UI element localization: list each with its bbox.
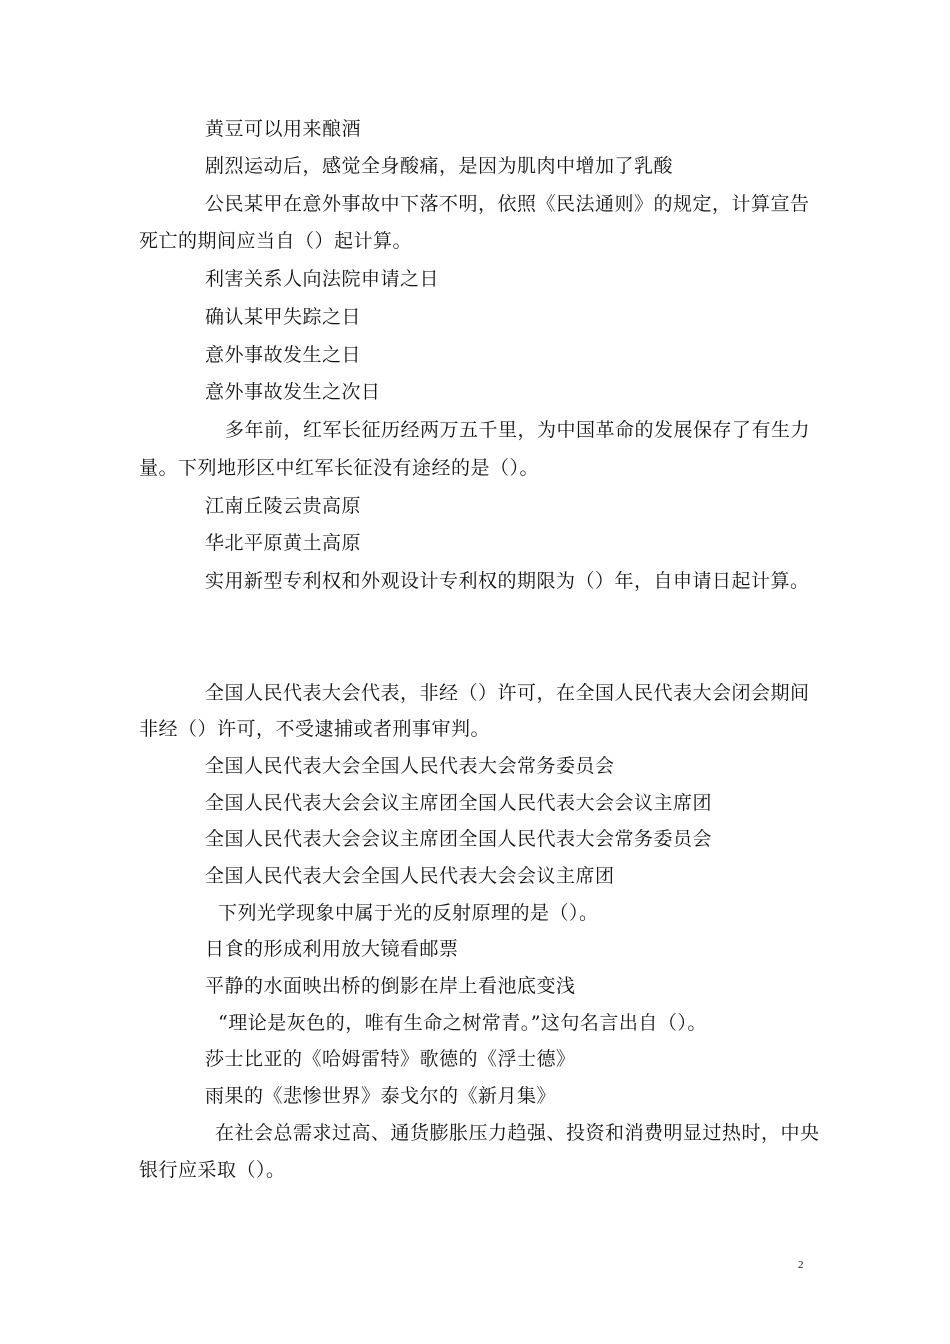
text-line: 江南丘陵云贵高原 (205, 495, 362, 517)
text-line: 确认某甲失踪之日 (205, 306, 362, 328)
text-line: 非经（）许可，不受逮捕或者刑事审判。 (139, 718, 491, 740)
page-number: 2 (798, 1259, 804, 1271)
text-line: 平静的水面映出桥的倒影在岸上看池底变浅 (205, 975, 576, 997)
text-line: 全国人民代表大会全国人民代表大会常务委员会 (205, 755, 615, 777)
text-line: 利害关系人向法院申请之日 (205, 268, 440, 290)
text-line: 意外事故发生之次日 (205, 381, 381, 403)
text-line: 莎士比亚的《哈姆雷特》歌德的《浮士德》 (205, 1048, 576, 1070)
text-line: 全国人民代表大会全国人民代表大会会议主席团 (205, 865, 615, 887)
text-line: 公民某甲在意外事故中下落不明，依照《民法通则》的规定，计算宣告 (205, 193, 810, 215)
text-line: 量。下列地形区中红军长征没有途经的是（）。 (139, 457, 540, 479)
text-line: 意外事故发生之日 (205, 344, 362, 366)
text-line: 多年前，红军长征历经两万五千里，为中国革命的发展保存了有生力 (225, 419, 811, 441)
text-line: 全国人民代表大会会议主席团全国人民代表大会会议主席团 (205, 792, 713, 814)
text-line: 死亡的期间应当自（）起计算。 (139, 230, 413, 252)
text-line: 黄豆可以用来酿酒 (205, 118, 362, 140)
text-line: “理论是灰色的，唯有生命之树常青。”这句名言出自（）。 (218, 1012, 707, 1034)
text-line: 在社会总需求过高、通货膨胀压力趋强、投资和消费明显过热时，中央 (215, 1122, 820, 1144)
text-line: 下列光学现象中属于光的反射原理的是（）。 (218, 902, 599, 924)
text-line: 华北平原黄土高原 (205, 532, 362, 554)
text-line: 银行应采取（）。 (139, 1159, 286, 1181)
text-line: 全国人民代表大会代表，非经（）许可，在全国人民代表大会闭会期间 (205, 682, 810, 704)
text-line: 全国人民代表大会会议主席团全国人民代表大会常务委员会 (205, 828, 713, 850)
text-line: 剧烈运动后，感觉全身酸痛，是因为肌肉中增加了乳酸 (205, 155, 674, 177)
text-line: 日食的形成利用放大镜看邮票 (205, 938, 459, 960)
text-line: 实用新型专利权和外观设计专利权的期限为（）年，自申请日起计算。 (205, 570, 810, 592)
text-line: 雨果的《悲惨世界》泰戈尔的《新月集》 (205, 1085, 557, 1107)
